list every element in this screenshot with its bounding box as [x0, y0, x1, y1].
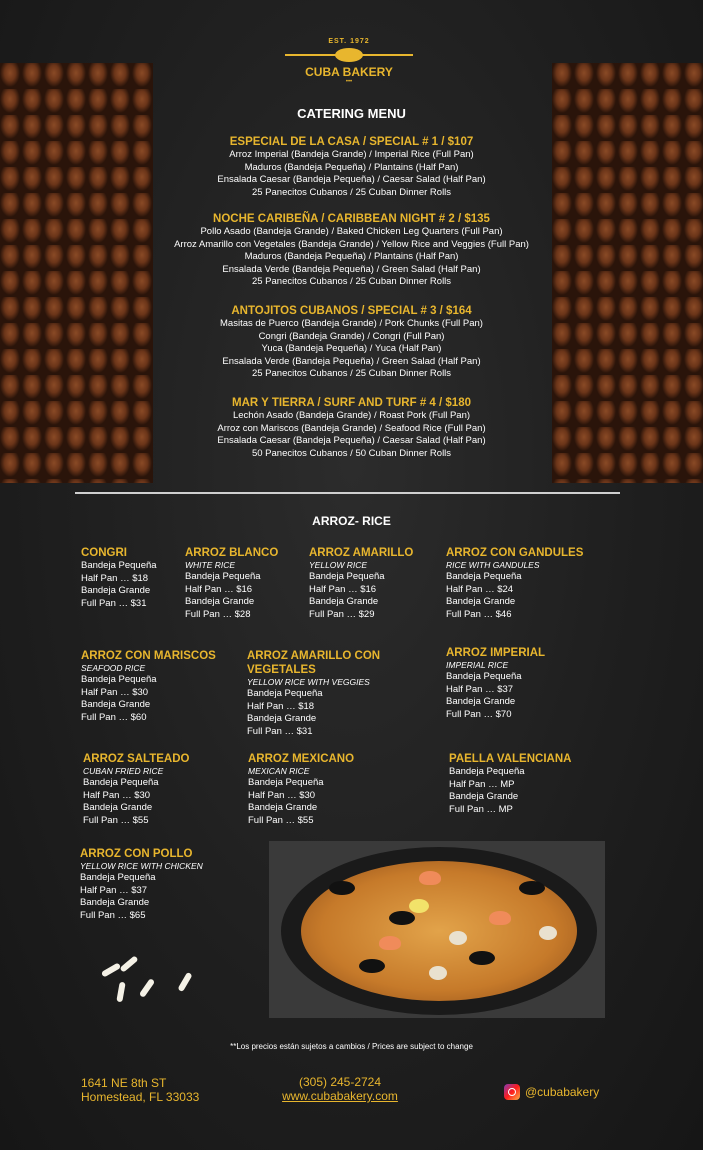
brand-logo: EST. 1972 CUBA BAKERY ••• [284, 38, 414, 96]
item-line: Full Pan … $65 [80, 909, 146, 921]
phone-number[interactable]: (305) 245-2724 [298, 1075, 382, 1089]
item-line: Bandeja Pequeña [83, 777, 159, 788]
item-line: Bandeja Grande [81, 699, 151, 711]
special-line: Arroz Amarillo con Vegetales (Bandeja Grande) / Yellow Rice and Veggies (Full Pan) [174, 238, 529, 250]
rice-item-arroz-con-pollo [80, 847, 203, 922]
item-line: Full Pan … $28 [185, 608, 251, 620]
item-line: Half Pan … $30 [81, 686, 149, 698]
item-subtitle: RICE WITH GANDULES [446, 560, 540, 570]
item-line: Bandeja Pequeña [309, 571, 385, 582]
special-3 [0, 304, 703, 381]
item-line: Full Pan … $46 [446, 608, 512, 620]
rice-item-arroz-mexicano [248, 752, 354, 827]
special-line: Ensalada Verde (Bandeja Pequeña) / Green Salad (Half Pan) [222, 263, 481, 275]
item-subtitle: YELLOW RICE WITH CHICKEN [80, 861, 203, 871]
special-line: Pollo Asado (Bandeja Grande) / Baked Chicken Leg Quarters (Full Pan) [200, 226, 503, 237]
item-name: PAELLA VALENCIANA [449, 753, 572, 765]
item-line: Half Pan … $18 [247, 700, 315, 712]
brand-est: EST. 1972 [328, 38, 370, 45]
item-line: Bandeja Grande [248, 802, 318, 814]
item-line: Bandeja Grande [83, 802, 153, 814]
item-line: Bandeja Grande [247, 713, 317, 725]
special-line: 25 Panecitos Cubanos / 25 Cuban Dinner Rolls [251, 276, 452, 288]
item-name: ARROZ MEXICANO [248, 753, 355, 765]
special-line: Yuca (Bandeja Pequeña) / Yuca (Half Pan) [261, 343, 442, 355]
paella-photo [269, 841, 605, 1018]
special-title: NOCHE CARIBEÑA / CARIBBEAN NIGHT # 2 / $135 [213, 213, 490, 225]
item-line: Full Pan … $55 [83, 814, 149, 826]
special-line: Ensalada Caesar (Bandeja Pequeña) / Caesar Salad (Half Pan) [217, 174, 486, 186]
item-subtitle: SEAFOOD RICE [81, 663, 146, 673]
special-4 [0, 396, 703, 460]
special-line: Arroz Imperial (Bandeja Grande) / Imperial Rice (Full Pan) [229, 149, 474, 160]
item-line: Half Pan … $30 [83, 789, 151, 801]
item-line: Full Pan … $29 [309, 608, 375, 620]
item-line: Bandeja Pequeña [247, 688, 323, 699]
item-line: Bandeja Pequeña [81, 560, 157, 571]
item-line: Half Pan … $37 [446, 683, 514, 695]
item-name: ARROZ BLANCO [185, 547, 279, 559]
brand-name: CUBA BAKERY [305, 65, 393, 79]
item-line: Half Pan … MP [449, 778, 515, 790]
item-line: Full Pan … $55 [248, 814, 314, 826]
rice-item-paella-valenciana [449, 752, 571, 816]
item-subtitle: YELLOW RICE WITH VEGGIES [247, 677, 370, 687]
item-line: Full Pan … $31 [247, 725, 313, 737]
rolling-pin-icon [285, 47, 413, 63]
footer-address [81, 1076, 199, 1104]
rice-item-arroz-con-gandules [446, 546, 583, 621]
item-name: ARROZ CON POLLO [80, 848, 193, 860]
item-line: Bandeja Grande [449, 791, 519, 803]
special-line: Ensalada Verde (Bandeja Pequeña) / Green Salad (Half Pan) [222, 355, 481, 367]
special-1 [0, 135, 703, 199]
item-line: Bandeja Pequeña [81, 674, 157, 685]
rice-grains-decoration [100, 952, 210, 1027]
item-name: ARROZ CON MARISCOS [81, 650, 216, 662]
item-name: ARROZ AMARILLO CON VEGETALES [247, 650, 381, 676]
rice-item-arroz-con-mariscos [81, 649, 216, 724]
special-line: 50 Panecitos Cubanos / 50 Cuban Dinner Rolls [251, 447, 452, 459]
special-line: Congri (Bandeja Grande) / Congri (Full Pan) [258, 330, 445, 342]
item-line: Bandeja Grande [185, 596, 255, 608]
special-line: Lechón Asado (Bandeja Grande) / Roast Pork (Full Pan) [232, 410, 471, 421]
item-line: Bandeja Pequeña [248, 777, 324, 788]
item-line: Half Pan … $16 [185, 583, 253, 595]
wheat-icon [335, 48, 363, 62]
item-subtitle: CUBAN FRIED RICE [83, 766, 164, 776]
item-line: Half Pan … $37 [80, 884, 148, 896]
special-line: Masitas de Puerco (Bandeja Grande) / Pork Chunks (Full Pan) [220, 318, 483, 329]
item-line: Bandeja Pequeña [446, 571, 522, 582]
price-disclaimer: **Los precios están sujetos a cambios / Prices are subject to change [230, 1042, 473, 1051]
item-line: Bandeja Pequeña [80, 872, 156, 883]
special-line: 25 Panecitos Cubanos / 25 Cuban Dinner Rolls [251, 186, 452, 198]
item-line: Bandeja Pequeña [446, 671, 522, 682]
special-title: ESPECIAL DE LA CASA / SPECIAL # 1 / $107 [229, 136, 474, 148]
section-divider [75, 492, 620, 494]
item-line: Full Pan … $60 [81, 711, 147, 723]
item-subtitle: WHITE RICE [185, 560, 236, 570]
item-line: Bandeja Pequeña [449, 766, 525, 777]
item-line: Half Pan … $18 [81, 572, 149, 584]
item-subtitle: IMPERIAL RICE [446, 660, 509, 670]
item-name: ARROZ IMPERIAL [446, 647, 546, 659]
special-title: MAR Y TIERRA / SURF AND TURF # 4 / $180 [232, 397, 471, 409]
item-line: Bandeja Grande [446, 696, 516, 708]
item-line: Half Pan … $16 [309, 583, 377, 595]
rice-item-arroz-salteado [83, 752, 189, 827]
item-line: Full Pan … $31 [81, 597, 147, 609]
item-name: CONGRI [81, 547, 127, 559]
website-link[interactable]: www.cubabakery.com [282, 1089, 398, 1103]
address-line-1: 1641 NE 8th ST [81, 1076, 167, 1090]
rice-item-congri [81, 546, 157, 610]
item-name: ARROZ AMARILLO [309, 547, 414, 559]
item-line: Half Pan … $30 [248, 789, 316, 801]
special-line: Arroz con Mariscos (Bandeja Grande) / Seafood Rice (Full Pan) [217, 422, 486, 434]
item-name: ARROZ SALTEADO [83, 753, 190, 765]
rice-item-arroz-amarillo [309, 546, 413, 621]
special-line: Maduros (Bandeja Pequeña) / Plantains (Half Pan) [244, 161, 459, 173]
special-line: 25 Panecitos Cubanos / 25 Cuban Dinner Rolls [251, 368, 452, 380]
rice-heading: ARROZ- RICE [312, 514, 391, 528]
item-line: Full Pan … MP [449, 803, 513, 815]
rice-item-arroz-imperial [446, 646, 545, 721]
instagram-icon [504, 1084, 520, 1100]
special-title: ANTOJITOS CUBANOS / SPECIAL # 3 / $164 [231, 305, 472, 317]
item-subtitle: MEXICAN RICE [248, 766, 310, 776]
address-line-2: Homestead, FL 33033 [81, 1090, 200, 1104]
instagram-handle[interactable] [504, 1084, 599, 1100]
item-line: Bandeja Pequeña [185, 571, 261, 582]
item-line: Bandeja Grande [309, 596, 379, 608]
item-line: Bandeja Grande [80, 897, 150, 909]
item-subtitle: YELLOW RICE [309, 560, 368, 570]
catering-heading: CATERING MENU [297, 106, 406, 121]
item-line: Bandeja Grande [446, 596, 516, 608]
item-name: ARROZ CON GANDULES [446, 547, 584, 559]
footer-contact [250, 1075, 430, 1103]
special-line: Maduros (Bandeja Pequeña) / Plantains (Half Pan) [244, 251, 459, 263]
rice-item-arroz-blanco [185, 546, 278, 621]
special-line: Ensalada Caesar (Bandeja Pequeña) / Caesar Salad (Half Pan) [217, 435, 486, 447]
item-line: Bandeja Grande [81, 585, 151, 597]
item-line: Full Pan … $70 [446, 708, 512, 720]
rice-item-arroz-amarillo-con-vegetales [247, 649, 407, 738]
instagram-label: @cubabakery [525, 1085, 600, 1099]
item-line: Half Pan … $24 [446, 583, 514, 595]
special-2 [0, 212, 703, 289]
